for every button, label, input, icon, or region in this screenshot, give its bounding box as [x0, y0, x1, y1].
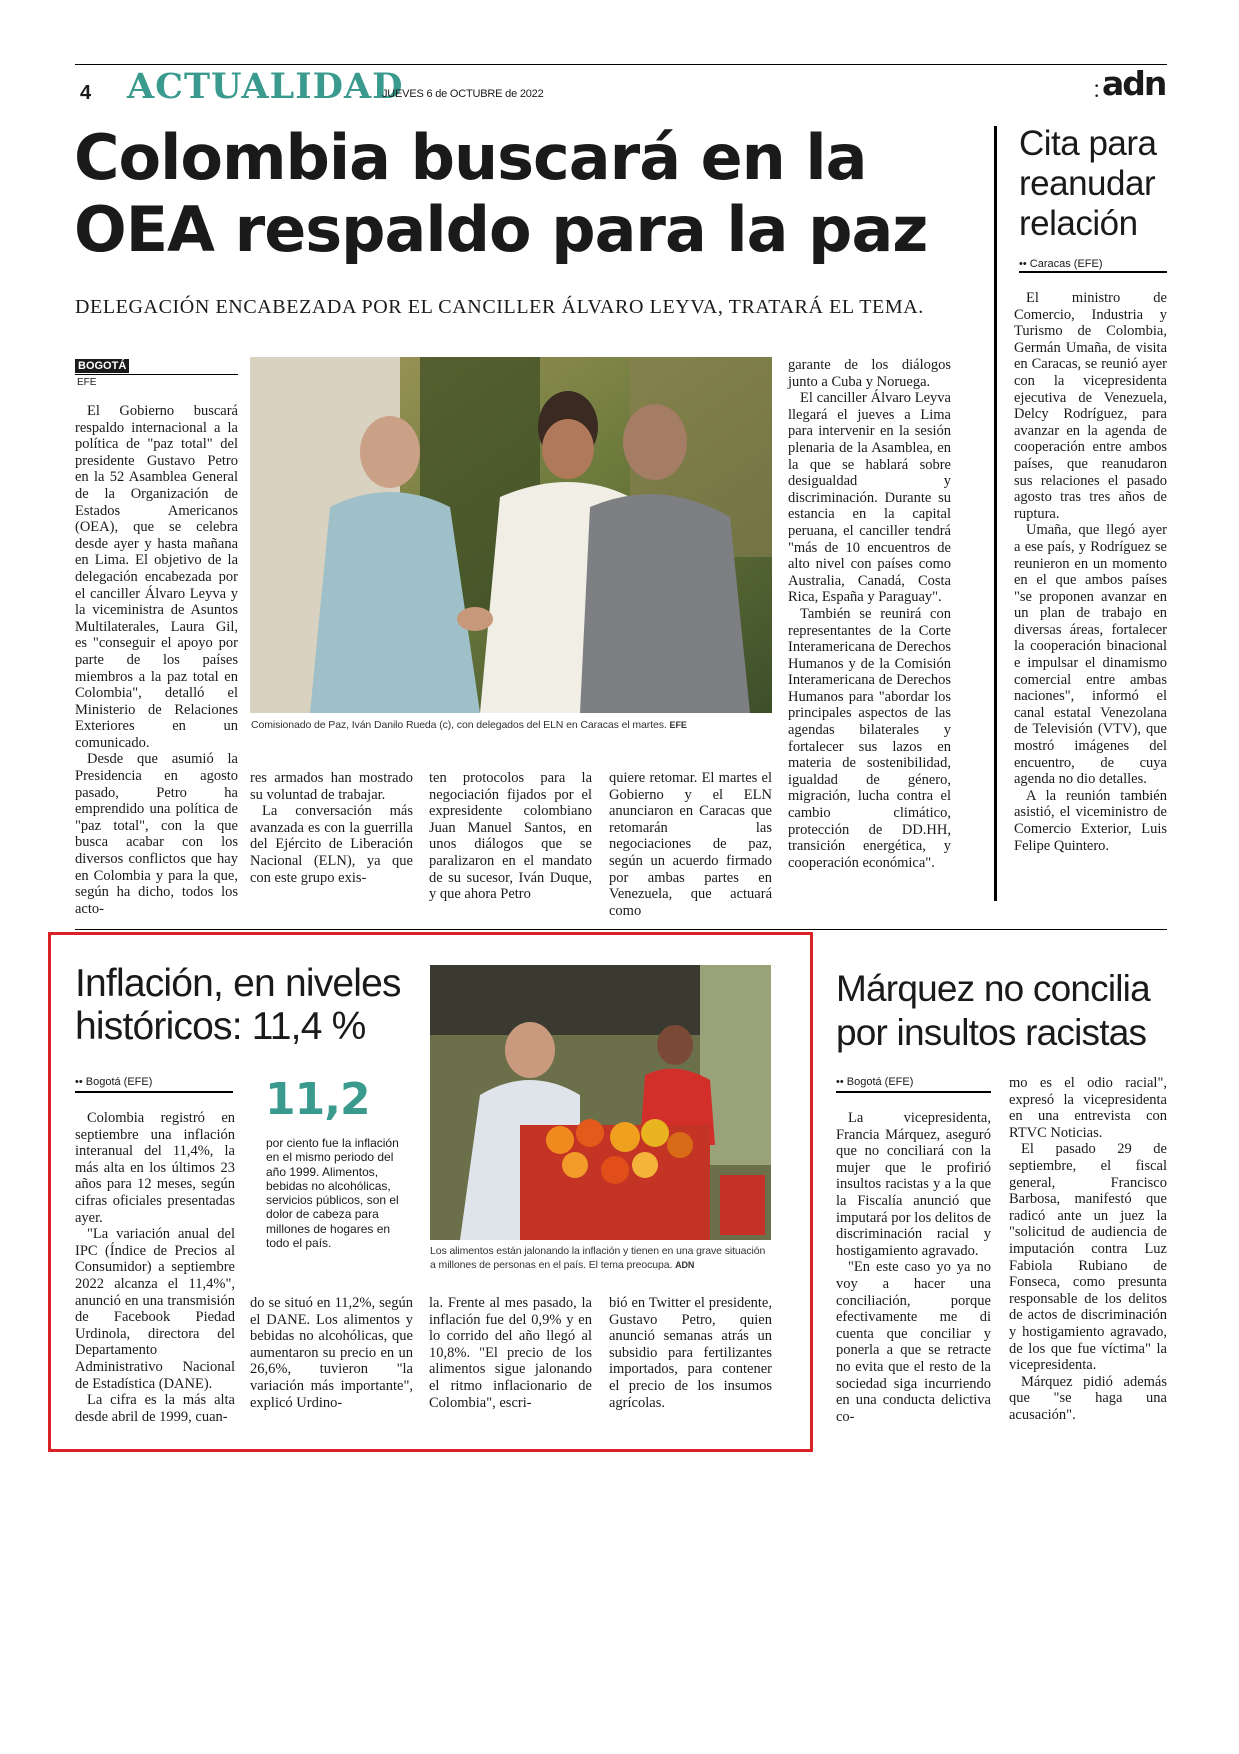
side-body: [1014, 290, 1167, 854]
inflation-photo-caption: [430, 1244, 771, 1272]
inflation-col-1: [75, 1110, 235, 1425]
inflation-dateline-text: Bogotá (EFE): [85, 1076, 153, 1088]
marquez-col-2: [1009, 1075, 1167, 1423]
main-headline: [74, 122, 974, 266]
marquez-dateline-text: Bogotá (EFE): [846, 1076, 914, 1088]
main-headline-line2: OEA respaldo para la paz: [74, 193, 928, 266]
main-col1-paragraph: El Gobierno buscará respaldo internacional a la política de "paz total" del presidente Gustavo Petro en la 52 Asamblea General de la Organización de Estados Americanos (OEA), que se celebra desde ayer y hasta mañana en Lima. El objetivo de la delegación encabezada por el canciller Álvaro Leyva y la viceministra de Asuntos Multilaterales, Laura Gil, es "conseguir el apoyo por parte de los países miembros a la paz total en Colombia", detalló el Ministerio de Relaciones Exteriores en un comunicado.: [75, 403, 238, 751]
side-paragraph: El ministro de Comercio, Industria y Turismo de Colombia, Germán Umaña, de visita en Caracas, se reunió ayer con la vicepresidenta ejecutiva de Venezuela, Delcy Rodríguez, para avanzar en la agenda de cooperación entre ambos países, que reanudaron sus relaciones el pasado agosto tras tres años de ruptura.: [1014, 290, 1167, 522]
inflation-headline: Inflación, en niveles históricos: 11,4 %: [75, 962, 401, 1048]
main-photo-caption: [251, 718, 771, 732]
side-headline: Cita para reanudar relación: [1019, 124, 1157, 243]
inflation-big-number: 11,2: [265, 1074, 370, 1125]
mid-rule: [75, 929, 1167, 930]
main-col5-paragraph: También se reunirá con representantes de la Corte Interamericana de Derechos Humanos y de la Comisión Interamericana de Derechos Humanos para "abordar los principales aspectos de las agendas bilaterales y fortalecer sus lazos en materia de sostenibilidad, igualdad de género, migración, lucha contra el cambio climático, protección de DD.HH, transición energética, y cooperación económica".: [788, 605, 951, 871]
side-dateline-rule: [1019, 271, 1167, 273]
main-col-2: [250, 770, 413, 886]
inflation-col-2: do se situó en 11,2%, según el DANE. Los alimentos y bebidas no alcohólicas, que aumentaron su precio en un 26,6%, tuvieron "la variación más importante", explicó Urdino-: [250, 1295, 413, 1411]
main-col1-paragraph: Desde que asumió la Presidencia en agosto pasado, Petro ha emprendido una política de "paz total", con la que busca acabar con los diversos conflictos que hay en Colombia y para la que, según ha dicho, todos los acto-: [75, 751, 238, 917]
main-col-5: [788, 357, 951, 871]
marquez-headline: Márquez no concilia por insultos racistas: [836, 968, 1150, 1053]
main-col-4: quiere retomar. El martes el Gobierno y el ELN anunciaron en Caracas que retomarán las negociaciones de paz, según un acuerdo firmado por ambas partes en Venezuela, que actuará como: [609, 770, 772, 919]
side-paragraph: A la reunión también asistió, el viceministro de Comercio Exterior, Luis Felipe Quintero.: [1014, 787, 1167, 854]
page-number: 4: [80, 82, 92, 104]
top-rule: [75, 64, 1167, 65]
issue-date: JUEVES 6 de OCTUBRE de 2022: [382, 88, 544, 100]
section-name: ACTUALIDAD: [127, 66, 404, 107]
logo-dots: • •: [1094, 82, 1099, 102]
main-col2-paragraph: La conversación más avanzada es con la guerrilla del Ejército de Liberación Nacional (ELN), ya que con este grupo exis-: [250, 803, 413, 886]
main-col2-paragraph: res armados han mostrado su voluntad de trabajar.: [250, 770, 413, 803]
main-subtitle: DELEGACIÓN ENCABEZADA POR EL CANCILLER ÁLVARO LEYVA, TRATARÁ EL TEMA.: [75, 296, 924, 318]
main-col-1: [75, 403, 238, 917]
marquez-col1-paragraph: "En este caso yo ya no voy a hacer una conciliación, porque efectivamente me di cuenta que conciliar y ponerla a que se retracte no evita que el resto de la sociedad siga incurriendo en una conducta delictiva co-: [836, 1259, 991, 1425]
main-col5-paragraph: garante de los diálogos junto a Cuba y Noruega.: [788, 357, 951, 390]
marquez-col1-paragraph: La vicepresidenta, Francia Márquez, aseguró que no conciliará con la mujer que le profirió insultos racistas y a la que la Fiscalía anunció que imputará por los delitos de discriminación racial y hostigamiento agravado.: [836, 1110, 991, 1259]
inflation-col1-paragraph: La cifra es la más alta desde abril de 1999, cuan-: [75, 1392, 235, 1425]
tag-rule: [75, 374, 238, 375]
inflation-photo: [430, 965, 771, 1240]
marquez-col2-paragraph: mo es el odio racial", expresó la vicepresidenta en una entrevista con RTVC Noticias.: [1009, 1075, 1167, 1141]
side-dateline-text: Caracas (EFE): [1029, 258, 1103, 270]
marquez-dateline-rule: [836, 1091, 991, 1093]
main-photo: [250, 357, 772, 713]
location-tag: BOGOTÁ: [75, 359, 129, 373]
main-headline-line1: Colombia buscará en la: [74, 121, 867, 194]
main-col5-paragraph: El canciller Álvaro Leyva llegará el jueves a Lima para intervenir en la sesión plenaria de la Asamblea, en la que se hablará sobre desigualdad y discriminación. Durante su estancia en la capital peruana, el canciller tendrá "más de 10 encuentros de alto nivel con países como Australia, Canadá, Costa Rica, España y Paraguay".: [788, 390, 951, 606]
main-photo-credit: EFE: [669, 720, 687, 730]
inflation-dateline: •• Bogotá (EFE): [75, 1076, 153, 1088]
main-col-3: ten protocolos para la negociación fijados por el expresidente colombiano Juan Manuel Santos, en unos diálogos que se paralizaron en el mandato de su sucesor, Iván Duque, y que ahora Petro: [429, 770, 592, 903]
marquez-col2-paragraph: Márquez pidió además que "se haga una acusación".: [1009, 1373, 1167, 1423]
inflation-photo-credit: ADN: [675, 1260, 695, 1270]
marquez-dateline: •• Bogotá (EFE): [836, 1076, 914, 1088]
main-photo-caption-text: Comisionado de Paz, Iván Danilo Rueda (c), con delegados del ELN en Caracas el martes.: [251, 719, 667, 731]
source-tag: EFE: [77, 377, 97, 388]
inflation-dateline-rule: [75, 1091, 233, 1093]
inflation-col1-paragraph: Colombia registró en septiembre una inflación interanual del 11,4%, la más alta en los últimos 23 años para 12 meses, según cifras oficiales presentadas ayer.: [75, 1110, 235, 1226]
side-vertical-rule: [994, 126, 997, 901]
marquez-col2-paragraph: El pasado 29 de septiembre, el fiscal general, Francisco Barbosa, manifestó que radicó ante un juez la "solicitud de audiencia de imputación contra Luz Fabiola Rubiano de Fonseca, como presunta responsable de los delitos de actos de discriminación y hostigamiento agravado, de los que fue víctima" la vicepresidenta.: [1009, 1141, 1167, 1374]
inflation-col-3: la. Frente al mes pasado, la inflación fue del 0,9% y en lo corrido del año llegó al 10,8%. "El precio de los alimentos sigue jalonando el ritmo inflacionario de Colombia", escri-: [429, 1295, 592, 1411]
inflation-big-number-desc: por ciento fue la inflación en el mismo periodo del año 1999. Alimentos, bebidas no alcohólicas, servicios públicos, son el dolor de cabeza para millones de hogares en todo el país.: [266, 1136, 399, 1251]
inflation-col1-paragraph: "La variación anual del IPC (Índice de Precios al Consumidor) a septiembre 2022 alcanza el 11,4%", anunció en una transmisión de Facebook Piedad Urdinola, directora del Departamento Administrativo Nacional de Estadística (DANE).: [75, 1226, 235, 1392]
inflation-col-4: bió en Twitter el presidente, Gustavo Petro, quien anunció semanas atrás un subsidio para fertilizantes importados, para contener el precio de los insumos agrícolas.: [609, 1295, 772, 1411]
adn-logo: adn: [1102, 64, 1166, 103]
marquez-col-1: [836, 1110, 991, 1425]
side-dateline: •• Caracas (EFE): [1019, 258, 1103, 270]
inflation-photo-caption-text: Los alimentos están jalonando la inflación y tienen en una grave situación a millones de personas en el país. El tema preocupa.: [430, 1245, 766, 1271]
side-paragraph: Umaña, que llegó ayer a ese país, y Rodríguez se reunieron en un momento en el que ambos países "se proponen avanzar en un plan de trabajo en diversas áreas, fortalecer la cooperación binacional e impulsar el dinamismo comercial entre ambas naciones", informó el canal estatal Venezolana de Televisión (VTV), que mostró imágenes del encuentro, de cuya agenda no dio detalles.: [1014, 522, 1167, 788]
